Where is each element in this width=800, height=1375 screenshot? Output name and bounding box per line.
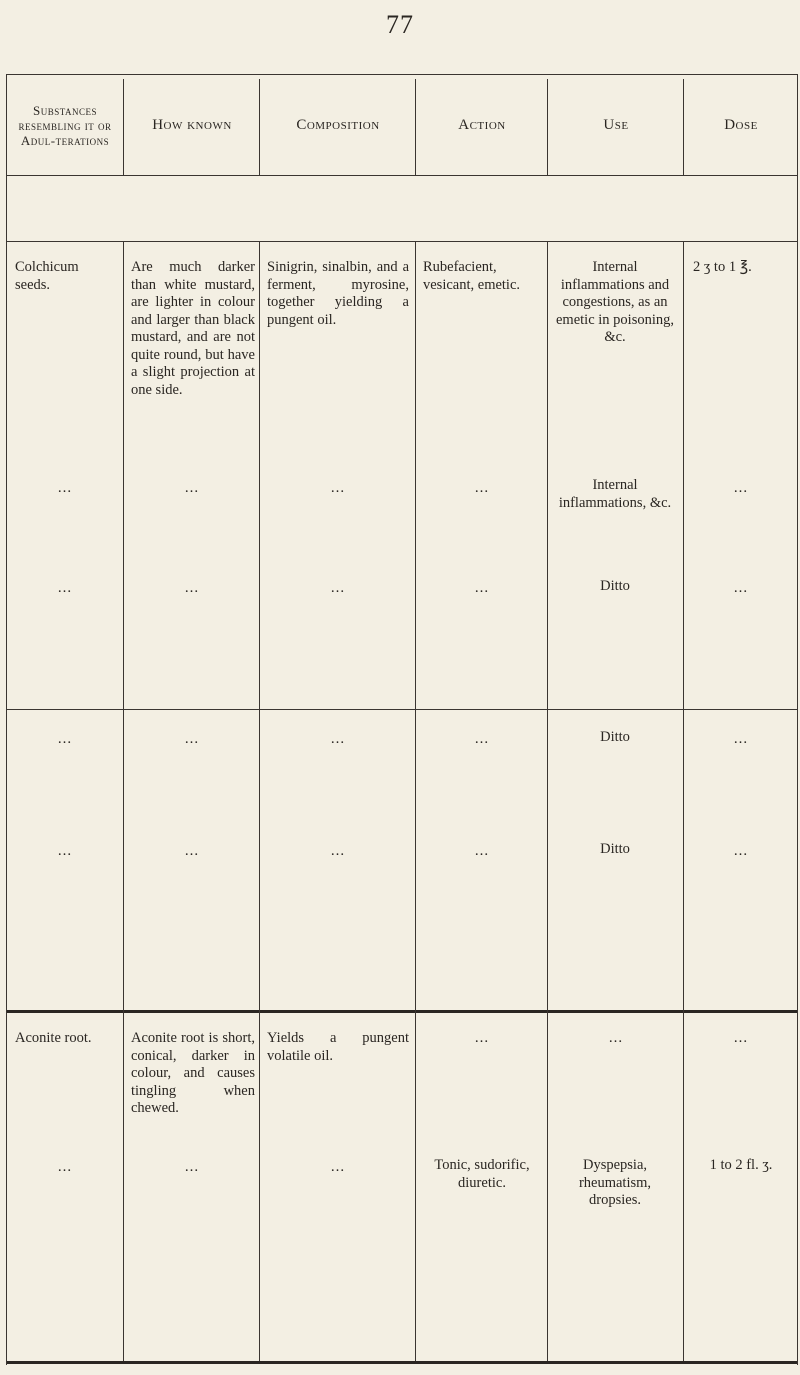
header-composition: Composition <box>296 117 380 133</box>
use-row2: Internal inflammations, &c. <box>558 477 672 511</box>
ellipsis: ... <box>330 731 346 747</box>
header-dose: Dose <box>724 117 758 133</box>
how-known-aconite: Aconite root is short, conical, darker in colour, and causes tingling when chewed. <box>131 1030 255 1116</box>
table-bottom-rule <box>7 1361 797 1364</box>
ellipsis: ... <box>57 480 73 496</box>
ellipsis: ... <box>184 480 200 496</box>
section-rule <box>7 241 797 242</box>
header-rule <box>7 175 797 176</box>
header-how-known: How known <box>152 117 232 133</box>
composition-colchicum: Sinigrin, sinalbin, and a ferment, myrosine, together yielding a pungent oil. <box>267 259 409 328</box>
materia-medica-table <box>6 74 798 1365</box>
header-divider <box>683 79 684 175</box>
ellipsis: ... <box>184 580 200 596</box>
use-row4: Ditto <box>600 729 630 745</box>
header-divider <box>123 79 124 175</box>
ellipsis: ... <box>474 843 490 859</box>
ellipsis: ... <box>330 843 346 859</box>
use-aconite: Dyspepsia, rheumatism, dropsies. <box>578 1157 652 1208</box>
ellipsis: ... <box>57 731 73 747</box>
ellipsis: ... <box>474 580 490 596</box>
header-divider <box>415 79 416 175</box>
ellipsis: ... <box>474 1030 490 1046</box>
dose-colchicum: 2 ʒ to 1 ℥. <box>693 259 752 275</box>
header-divider <box>259 79 260 175</box>
ellipsis: ... <box>474 480 490 496</box>
header-use: Use <box>603 117 629 133</box>
ellipsis: ... <box>184 731 200 747</box>
action-aconite: Tonic, sudorific, diuretic. <box>434 1157 530 1191</box>
action-colchicum: Rubefacient, vesicant, emetic. <box>423 259 521 293</box>
column-divider <box>547 241 548 1361</box>
ellipsis: ... <box>184 1159 200 1175</box>
column-divider <box>259 241 260 1361</box>
substance-aconite: Aconite root. <box>15 1030 92 1046</box>
ellipsis: ... <box>330 580 346 596</box>
how-known-colchicum: Are much darker than white mustard, are lighter in colour and larger than black mustard, and are not quite round, but have a slight projection at one side. <box>131 259 255 398</box>
ellipsis: ... <box>733 1030 749 1046</box>
ellipsis: ... <box>57 843 73 859</box>
header-action: Action <box>458 117 506 133</box>
use-row5: Ditto <box>600 841 630 857</box>
dose-aconite: 1 to 2 fl. ʒ. <box>709 1157 773 1173</box>
ellipsis: ... <box>733 843 749 859</box>
ellipsis: ... <box>608 1030 624 1046</box>
composition-aconite: Yields a pungent volatile oil. <box>267 1030 409 1064</box>
ellipsis: ... <box>184 843 200 859</box>
ellipsis: ... <box>330 1159 346 1175</box>
ellipsis: ... <box>330 480 346 496</box>
ellipsis: ... <box>733 580 749 596</box>
ellipsis: ... <box>57 580 73 596</box>
header-divider <box>547 79 548 175</box>
ellipsis: ... <box>474 731 490 747</box>
substance-colchicum: Colchicum seeds. <box>15 259 79 293</box>
page-number: 77 <box>386 10 414 39</box>
use-colchicum: Internal inflammations and congestions, as an emetic in poisoning, &c. <box>556 259 674 345</box>
ellipsis: ... <box>733 731 749 747</box>
header-substances: Substances resembling it or Adul-terations <box>18 102 112 148</box>
column-divider <box>123 241 124 1361</box>
section-rule <box>7 1010 797 1013</box>
ellipsis: ... <box>57 1159 73 1175</box>
column-divider <box>683 241 684 1361</box>
column-divider <box>415 241 416 1361</box>
use-row3: Ditto <box>600 578 630 594</box>
section-rule <box>7 709 797 710</box>
ellipsis: ... <box>733 480 749 496</box>
